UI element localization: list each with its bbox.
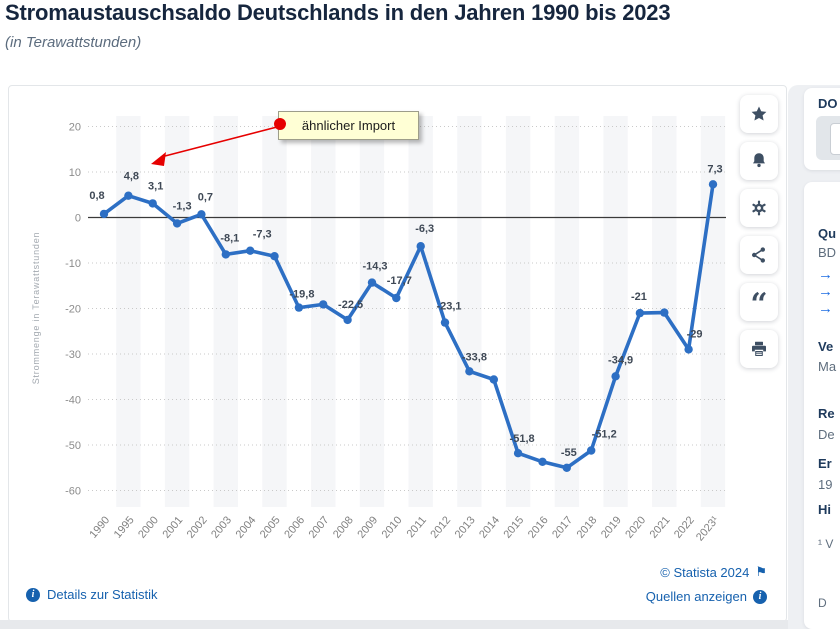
svg-text:-40: -40 — [65, 394, 81, 407]
data-label: -33,8 — [461, 351, 487, 364]
alert-button[interactable] — [740, 142, 778, 180]
data-point — [490, 375, 498, 383]
data-point — [197, 210, 205, 218]
arrow-link-icon[interactable]: → — [818, 300, 833, 317]
data-label: -6,3 — [415, 223, 435, 236]
data-point — [636, 309, 644, 317]
region-heading: Re — [818, 406, 835, 421]
data-point — [149, 199, 157, 207]
data-point — [684, 345, 692, 353]
download-format-button[interactable] — [830, 123, 840, 155]
data-label: -22,5 — [338, 298, 364, 311]
favorite-button[interactable] — [740, 95, 778, 133]
svg-text:2021: 2021 — [647, 514, 673, 541]
data-point — [563, 464, 571, 472]
svg-text:2000: 2000 — [136, 514, 161, 541]
region-value: De — [818, 427, 835, 442]
page-title: Stromaustauschsaldo Deutschlands in den Jahren 1990 bis 2023 — [5, 0, 671, 25]
source-heading: Qu — [818, 226, 837, 241]
data-label: -19,8 — [289, 288, 315, 301]
data-label: -21 — [630, 291, 647, 304]
share-icon — [750, 246, 768, 264]
data-point — [514, 449, 522, 457]
notes-heading: Hi — [818, 502, 831, 517]
svg-text:2001: 2001 — [160, 514, 186, 541]
data-label: 7,3 — [707, 163, 723, 176]
svg-text:2017: 2017 — [550, 514, 576, 541]
published-heading: Ve — [818, 339, 834, 354]
svg-text:-50: -50 — [65, 440, 81, 452]
bell-icon — [750, 152, 768, 170]
sources-link-label: Quellen anzeigen — [645, 589, 747, 604]
data-label: -7,3 — [252, 228, 272, 241]
data-label: 4,8 — [123, 170, 140, 183]
data-point — [246, 247, 254, 255]
arrow-link-icon[interactable]: → — [818, 266, 833, 283]
svg-text:2005: 2005 — [257, 514, 283, 541]
settings-button[interactable] — [740, 189, 778, 227]
period-heading: Er — [818, 456, 832, 471]
star-icon — [750, 105, 768, 123]
data-label: 0,7 — [197, 191, 214, 204]
data-label: 0,8 — [89, 189, 105, 202]
copyright — [660, 564, 767, 580]
data-point — [173, 219, 181, 227]
share-button[interactable] — [740, 236, 778, 274]
svg-text:10: 10 — [68, 167, 81, 179]
svg-text:2014: 2014 — [477, 514, 503, 541]
data-point — [611, 372, 619, 380]
annotation-tooltip — [278, 111, 419, 140]
copyright-label: © Statista 2024 — [660, 564, 750, 580]
svg-text:2012: 2012 — [428, 514, 454, 541]
data-point — [441, 318, 449, 326]
data-label: -1,3 — [172, 200, 192, 213]
svg-text:-10: -10 — [65, 258, 81, 270]
svg-text:1995: 1995 — [111, 514, 137, 541]
data-point — [709, 180, 717, 188]
data-point — [100, 210, 108, 218]
data-point — [124, 192, 132, 200]
data-point — [222, 250, 230, 258]
data-point — [295, 303, 303, 311]
source-value: BD — [818, 245, 837, 260]
data-label: -55 — [560, 446, 577, 459]
download-box — [816, 116, 840, 160]
data-point — [319, 300, 327, 308]
data-point — [270, 252, 278, 260]
gear-icon — [750, 199, 768, 217]
arrow-link-icon[interactable]: → — [818, 283, 833, 300]
cite-button[interactable] — [740, 283, 778, 321]
svg-text:2018: 2018 — [574, 514, 600, 541]
printer-icon — [750, 340, 768, 358]
info-icon: i — [26, 588, 40, 602]
svg-text:2023¹: 2023¹ — [694, 514, 722, 544]
page-subtitle: (in Terawattstunden) — [5, 34, 142, 51]
data-label: -8,1 — [220, 232, 240, 245]
data-point — [417, 242, 425, 250]
svg-text:2015: 2015 — [501, 514, 527, 541]
annotation-dot-icon — [274, 118, 286, 130]
data-label: -17,7 — [386, 275, 412, 287]
svg-text:2013: 2013 — [452, 514, 478, 541]
data-label: -14,3 — [362, 260, 388, 273]
svg-text:2003: 2003 — [209, 514, 235, 541]
svg-text:2004: 2004 — [233, 514, 259, 541]
download-panel — [804, 88, 840, 170]
chart-card — [8, 85, 787, 622]
svg-text:20: 20 — [68, 121, 81, 134]
bottom-text: D — [818, 596, 827, 610]
data-point — [538, 458, 546, 466]
svg-text:-20: -20 — [65, 303, 81, 316]
svg-text:2011: 2011 — [404, 514, 429, 541]
svg-text:2022: 2022 — [671, 514, 697, 541]
sources-link[interactable] — [646, 589, 767, 604]
details-panel — [804, 182, 840, 629]
line-chart — [9, 86, 744, 558]
data-point — [343, 316, 351, 324]
data-label: 3,1 — [148, 180, 164, 193]
svg-text:2006: 2006 — [282, 514, 308, 541]
data-point — [392, 294, 400, 302]
svg-text:2008: 2008 — [330, 514, 356, 541]
details-link[interactable] — [26, 587, 158, 602]
data-point — [660, 308, 668, 316]
data-label: -51,2 — [591, 428, 617, 441]
data-point — [587, 446, 595, 454]
bottom-divider — [0, 620, 795, 629]
svg-text:2010: 2010 — [379, 514, 405, 541]
period-value: 19 — [818, 477, 833, 492]
info-icon: i — [753, 590, 767, 604]
quote-icon: “ — [750, 287, 768, 322]
svg-text:2016: 2016 — [525, 514, 551, 541]
svg-text:2020: 2020 — [623, 514, 649, 541]
print-button[interactable] — [740, 330, 778, 368]
details-link-label: Details zur Statistik — [47, 587, 158, 602]
svg-text:1990: 1990 — [87, 514, 113, 541]
data-label: -34,9 — [608, 354, 634, 367]
svg-text:2002: 2002 — [184, 514, 210, 541]
svg-text:Strommenge in Terawattstunden: Strommenge in Terawattstunden — [31, 231, 41, 385]
annotation-text: ähnlicher Import — [301, 118, 396, 133]
svg-text:0: 0 — [74, 212, 81, 225]
published-value: Ma — [818, 359, 837, 374]
footnote: ¹ V — [818, 537, 834, 551]
flag-icon[interactable]: ⚑ — [755, 564, 767, 579]
data-label: -51,8 — [509, 433, 535, 446]
data-label: -29 — [686, 328, 703, 341]
data-label: -23,1 — [436, 300, 462, 313]
svg-text:2019: 2019 — [598, 514, 624, 541]
svg-text:-30: -30 — [65, 349, 81, 361]
svg-text:-60: -60 — [65, 485, 81, 498]
data-point — [368, 278, 376, 286]
download-heading: DO — [818, 96, 838, 111]
svg-text:2009: 2009 — [355, 514, 381, 541]
svg-text:2007: 2007 — [306, 514, 332, 541]
data-point — [465, 367, 473, 375]
